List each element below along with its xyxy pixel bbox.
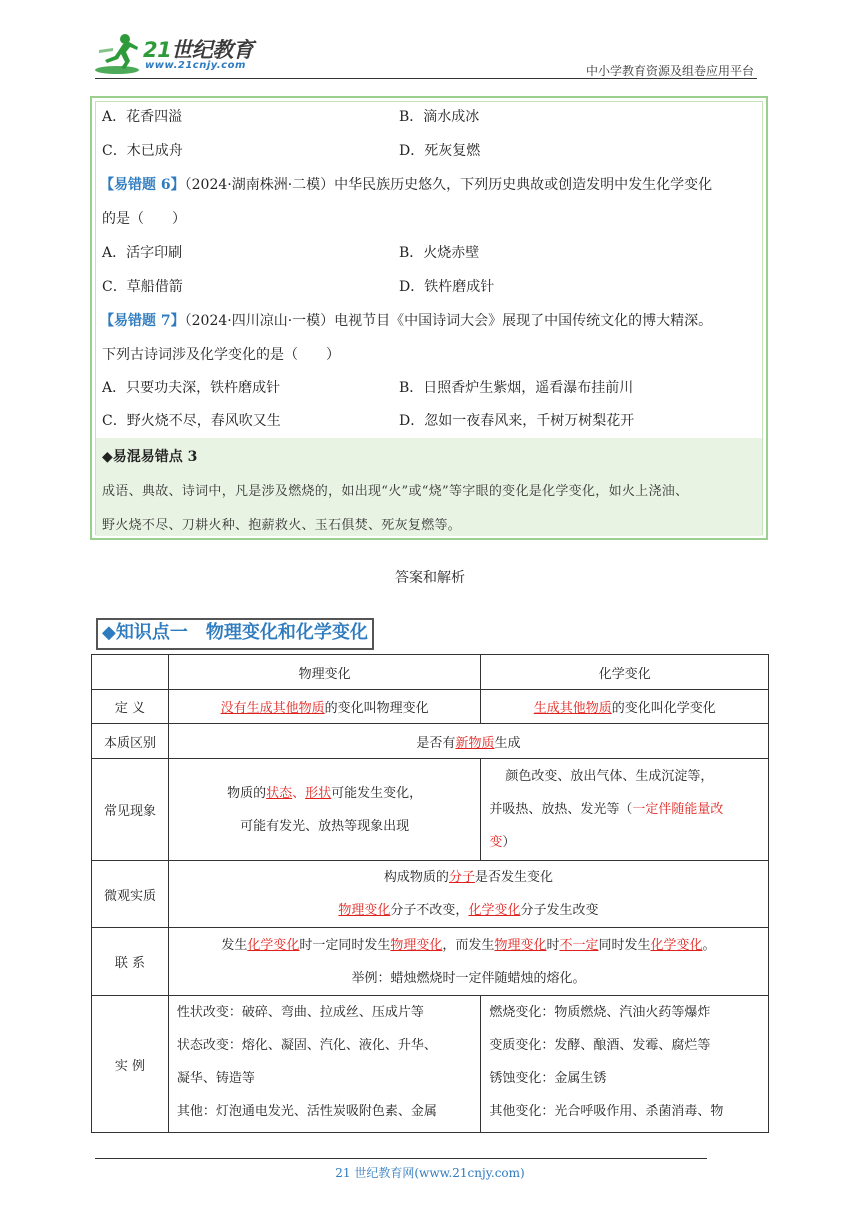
error-hint-title: ◆易混易错点 3: [102, 449, 198, 465]
essence-cell: [168, 724, 768, 759]
phen-key-shape: 形状: [305, 785, 332, 801]
answers-section-title: 答案和解析: [395, 570, 465, 586]
table-row: [92, 996, 769, 1133]
example-line: 其他变化：光合呼吸作用、杀菌消毒、物: [489, 1104, 724, 1119]
row-label-phenomena: 常见现象: [92, 759, 169, 861]
definition-physical-key: 没有生成其他物质: [220, 701, 325, 716]
link-key: 化学变化: [247, 937, 300, 953]
phen-text: 物质的: [227, 785, 267, 801]
phenomena-physical: [168, 759, 481, 861]
phen-chem-key: 一定伴随能量改: [632, 802, 724, 817]
q7-stem-line1: [100, 311, 712, 331]
definition-physical-text: 的变化叫物理变化: [324, 701, 429, 716]
row-label-link: 联 系: [92, 928, 169, 996]
site-logo[interactable]: [95, 32, 265, 78]
q7-option-d: D．忽如一夜春风来，千树万树梨花开: [399, 413, 635, 429]
q6-option-c: C．草船借箭: [102, 279, 183, 295]
essence-pre: 是否有: [416, 735, 456, 751]
row-label-essence: 本质区别: [92, 724, 169, 759]
micro-text: 构成物质的: [383, 870, 449, 885]
micro-line2: [169, 894, 768, 927]
examples-physical: [168, 996, 481, 1133]
link-text: 发生: [221, 937, 248, 953]
definition-physical: [168, 690, 481, 724]
q6-stem-line1: [100, 175, 712, 195]
q5-option-c: C．木已成舟: [102, 143, 183, 159]
phenomena-chemical-line1: 颜色改变、放出气体、生成沉淀等，: [505, 769, 714, 784]
row-label-micro: 微观实质: [92, 861, 169, 928]
link-key: 物理变化: [390, 937, 443, 953]
q6-stem-text: （2024·湖南株洲·二模）中华民族历史悠久，下列历史典故或创造发明中发生化学变化: [184, 177, 713, 193]
phenomena-physical-line2: 可能有发光、放热等现象出现: [240, 818, 410, 834]
table-row: [92, 861, 769, 928]
error-hint-line1: 成语、典故、诗词中，凡是涉及燃烧的，如出现“火”或“烧”等字眼的变化是化学变化，如火上浇油、: [102, 484, 689, 499]
phen-chem-paren: ）: [502, 835, 516, 850]
col-header-chemical: 化学变化: [481, 655, 769, 690]
phenomena-chemical: [481, 759, 769, 861]
phen-sep: 、: [292, 785, 306, 801]
footer-divider: [95, 1158, 707, 1159]
phenomena-chemical-line2: [489, 793, 768, 826]
phenomena-physical-line1: [169, 777, 481, 810]
definition-chemical-text: 的变化叫化学变化: [611, 701, 716, 716]
knowledge-table: [91, 654, 769, 1133]
row-label-examples: 实 例: [92, 996, 169, 1133]
q6-stem-line2: 的是（ ）: [102, 211, 186, 227]
row-label-definition: 定 义: [92, 690, 169, 724]
q6-tag: 【易错题 6】: [100, 177, 185, 193]
micro-key-chemical: 化学变化: [468, 903, 521, 918]
table-row: [92, 655, 769, 690]
link-text: 时: [546, 937, 560, 953]
runner-logo-icon: [95, 32, 143, 76]
link-key: 物理变化: [494, 937, 547, 953]
error-hint-line2: 野火烧不尽、刀耕火种、抱薪救火、玉石俱焚、死灰复燃等。: [102, 518, 462, 533]
q7-option-a: A．只要功夫深，铁杵磨成针: [102, 380, 281, 396]
knowledge-point-title: ◆知识点一 物理变化和化学变化: [96, 618, 374, 650]
brand-number: 21: [143, 38, 172, 62]
header-divider: [95, 78, 757, 79]
col-header-physical: 物理变化: [168, 655, 481, 690]
q7-tag: 【易错题 7】: [100, 313, 185, 329]
example-line: 其他：灯泡通电发光、活性炭吸附色素、金属: [176, 1104, 437, 1119]
phen-chem-text: 并吸热、放热、发光等（: [489, 802, 633, 817]
link-cell: [168, 928, 768, 996]
link-line1: [169, 929, 768, 962]
link-text: 时一定同时发生: [299, 937, 391, 953]
link-key: 不一定: [559, 937, 599, 953]
phenomena-chemical-line3: [489, 826, 768, 859]
q5-option-d: D．死灰复燃: [399, 143, 481, 159]
micro-key-molecule: 分子: [448, 870, 475, 885]
micro-cell: [168, 861, 768, 928]
examples-chemical: [481, 996, 769, 1133]
link-line2: 举例：蜡烛燃烧时一定伴随蜡烛的熔化。: [351, 970, 586, 986]
micro-text: 分子发生改变: [520, 903, 599, 918]
micro-line1: [169, 861, 768, 894]
definition-chemical-key: 生成其他物质: [533, 701, 612, 716]
example-line: 性状改变：破碎、弯曲、拉成丝、压成片等: [176, 1005, 424, 1020]
footer-link[interactable]: 21 世纪教育网(www.21cnjy.com): [335, 1166, 525, 1180]
page-header: [0, 0, 860, 80]
q5-option-a: A．花香四溢: [102, 109, 183, 125]
essence-key: 新物质: [455, 735, 495, 751]
example-line: 燃烧变化：物质燃烧、汽油火药等爆炸: [489, 1005, 711, 1020]
phen-text: 可能发生变化，: [331, 785, 423, 801]
q5-option-b: B．滴水成冰: [399, 109, 480, 125]
q7-stem-text: （2024·四川凉山·一模）电视节目《中国诗词大会》展现了中国传统文化的博大精深。: [184, 313, 713, 329]
example-line: 凝华、铸造等: [176, 1071, 255, 1086]
q6-option-b: B．火烧赤壁: [399, 245, 480, 261]
table-row: [92, 759, 769, 861]
link-text: 。: [702, 937, 716, 953]
definition-chemical: [481, 690, 769, 724]
link-key: 化学变化: [650, 937, 703, 953]
table-row: [92, 928, 769, 996]
micro-text: 分子不改变，: [390, 903, 469, 918]
micro-key-physical: 物理变化: [338, 903, 391, 918]
brand-url[interactable]: www.21cnjy.com: [145, 60, 246, 71]
example-line: 变质变化：发酵、酿酒、发霉、腐烂等: [489, 1038, 711, 1053]
q7-option-c: C．野火烧不尽，春风吹又生: [102, 413, 281, 429]
example-line: 状态改变：熔化、凝固、汽化、液化、升华、: [176, 1038, 437, 1053]
q6-option-d: D．铁杵磨成针: [399, 279, 495, 295]
header-tagline: 中小学教育资源及组卷应用平台: [585, 64, 754, 78]
q6-option-a: A．活字印刷: [102, 245, 183, 261]
phen-chem-key-end: 变: [489, 835, 503, 850]
q7-stem-line2: 下列古诗词涉及化学变化的是（ ）: [102, 347, 340, 363]
phen-key-state: 状态: [266, 785, 293, 801]
table-row: [92, 690, 769, 724]
q7-option-b: B．日照香炉生紫烟，遥看瀑布挂前川: [399, 380, 634, 396]
table-row: [92, 724, 769, 759]
essence-post: 生成: [494, 735, 521, 751]
micro-text: 是否发生变化: [474, 870, 553, 885]
link-text: 同时发生: [598, 937, 651, 953]
table-corner-cell: [92, 655, 169, 690]
example-line: 锈蚀变化：金属生锈: [489, 1071, 607, 1086]
brand-text: 世纪教育: [171, 38, 254, 62]
link-text: ，而发生: [442, 937, 495, 953]
